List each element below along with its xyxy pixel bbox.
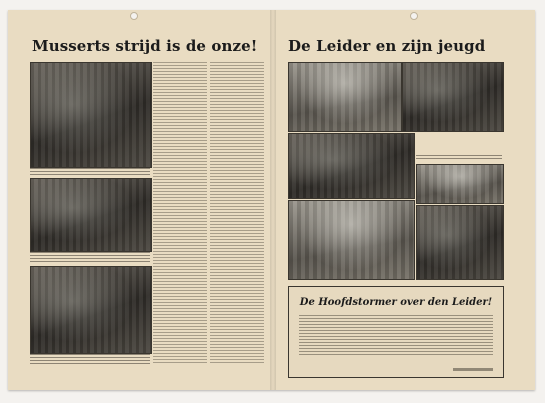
article-column: [153, 62, 207, 364]
quote-box-title: De Hoofdstormer over den Leider!: [299, 297, 493, 308]
photo-caption: [30, 168, 150, 176]
center-fold: [270, 10, 276, 390]
quote-box: [288, 286, 504, 378]
photo-ceremony: [30, 178, 152, 252]
right-page-headline: De Leider en zijn jeugd: [288, 37, 486, 55]
photo-speech: [30, 62, 152, 168]
photo-caption: [416, 155, 502, 159]
article-column: [210, 62, 264, 364]
photo-camp: [416, 164, 504, 204]
photo-leader-inspection: [402, 62, 504, 132]
photo-marching-youth: [288, 200, 415, 280]
quote-box-signature: [453, 368, 493, 371]
punch-hole: [130, 12, 138, 20]
photo-caption: [30, 252, 150, 262]
photo-uniformed-men: [30, 266, 152, 354]
photo-youth-group: [288, 133, 415, 199]
photo-standing-leaders: [416, 205, 504, 280]
punch-hole: [410, 12, 418, 20]
photo-caption: [30, 354, 150, 364]
left-page-headline: Musserts strijd is de onze!: [32, 37, 258, 55]
photo-leader-youth-salute: [288, 62, 402, 132]
quote-box-text: [299, 315, 493, 357]
